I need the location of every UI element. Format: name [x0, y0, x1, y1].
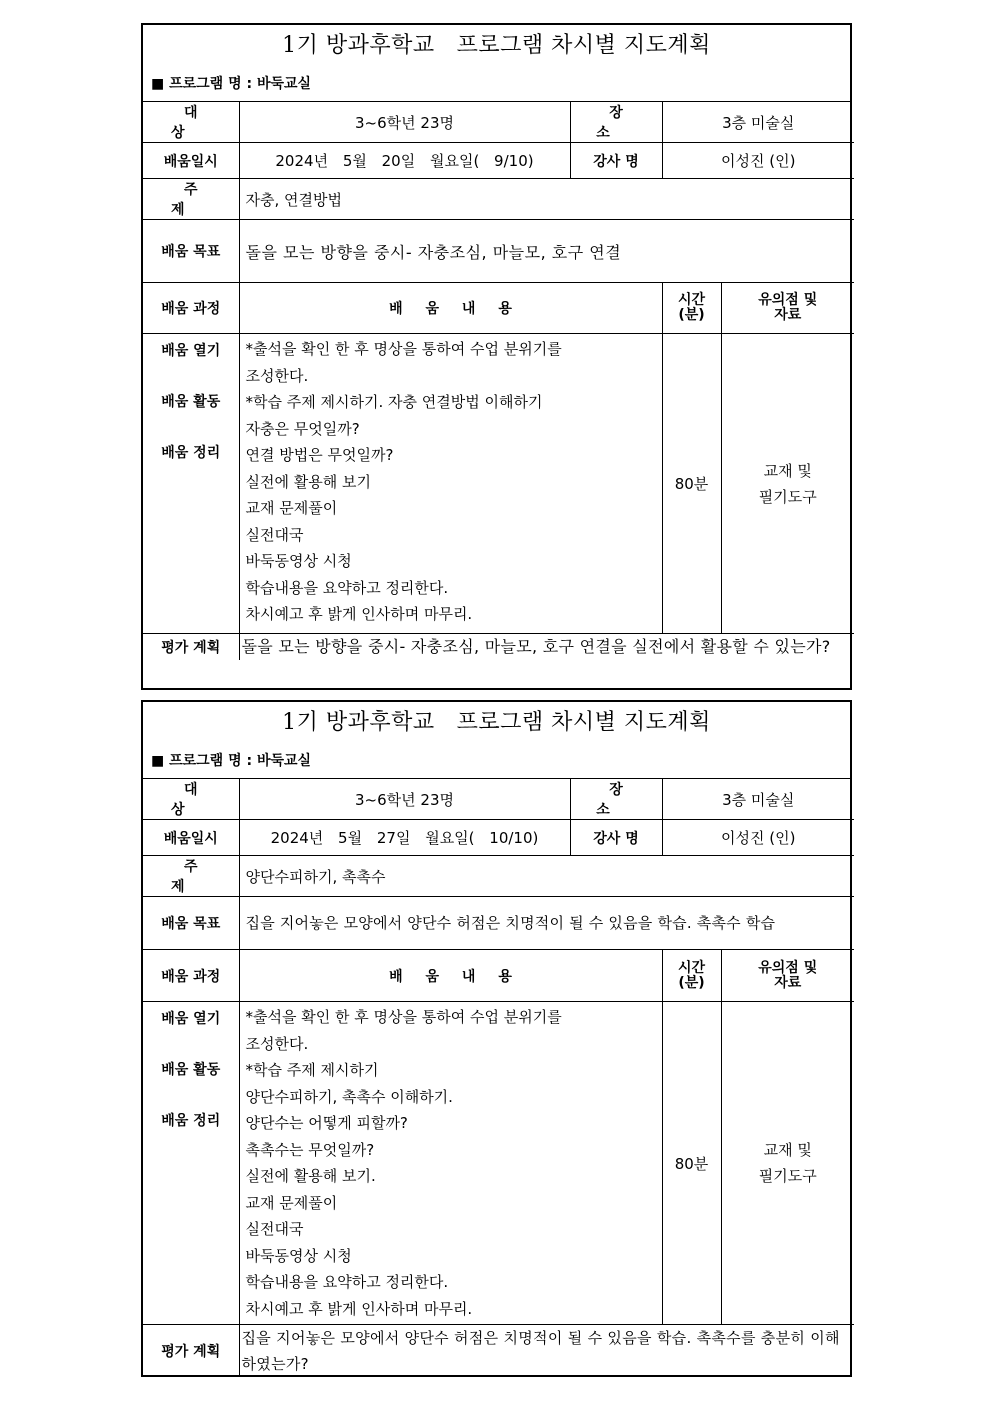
- phase-open: 배움 열기: [161, 343, 221, 359]
- lesson-plan-2: [141, 700, 852, 1377]
- content-line: 양단수피하기, 촉촉수 이해하기.: [245, 1087, 453, 1106]
- time-value: 80분: [662, 1002, 721, 1325]
- date-label: 배움일시: [143, 820, 239, 856]
- content-line: 촉촉수는 무엇일까?: [245, 1140, 375, 1159]
- plan-table: [143, 102, 854, 660]
- lesson-content: [239, 334, 662, 634]
- content-line: 바둑동영상 시청: [245, 1246, 352, 1265]
- content-line: *학습 주제 제시하기: [245, 1061, 379, 1079]
- target-label: 대 상: [143, 779, 239, 820]
- content-line: 차시예고 후 밝게 인사하며 마무리.: [245, 1299, 473, 1318]
- phase-wrapup: 배움 정리: [161, 445, 221, 461]
- notes-header: 유의점 및 자료: [721, 283, 854, 334]
- date-label: 배움일시: [143, 143, 239, 179]
- instructor-label: 강사 명: [570, 820, 662, 856]
- time-value: 80분: [662, 334, 721, 634]
- content-line: 연결 방법은 무엇일까?: [245, 446, 394, 464]
- process-label: 배움 과정: [143, 950, 239, 1002]
- goal-label: 배움 목표: [143, 897, 239, 950]
- notes-header: 유의점 및 자료: [721, 950, 854, 1002]
- content-line: 조성한다.: [245, 366, 309, 385]
- content-line: *출석을 확인 한 후 명상을 통하여 수업 분위기를: [245, 340, 562, 358]
- target-value: 3~6학년 23명: [239, 779, 570, 820]
- target-label: 대 상: [143, 102, 239, 143]
- target-value: 3~6학년 23명: [239, 102, 570, 143]
- content-line: *출석을 확인 한 후 명상을 통하여 수업 분위기를: [245, 1008, 562, 1026]
- eval-label: 평가 계획: [143, 1325, 239, 1378]
- topic-value: 자충, 연결방법: [239, 179, 854, 220]
- eval-label: 평가 계획: [143, 634, 239, 661]
- goal-label: 배움 목표: [143, 220, 239, 283]
- eval-value: 돌을 모는 방향을 중시- 자충조심, 마늘모, 호구 연결을 실전에서 활용할 수 있는가?: [239, 634, 854, 661]
- date-value: 2024년 5월 27일 월요일( 10/10): [239, 820, 570, 856]
- instructor-label: 강사 명: [570, 143, 662, 179]
- phase-open: 배움 열기: [161, 1011, 221, 1027]
- goal-value: 집을 지어놓은 모양에서 양단수 허점은 치명적이 될 수 있음을 학습. 촉촉수 학습: [239, 897, 854, 950]
- phase-activity: 배움 활동: [161, 1062, 221, 1078]
- content-line: *학습 주제 제시하기. 자충 연결방법 이해하기: [245, 393, 543, 411]
- content-label: 배 움 내 용: [239, 283, 662, 334]
- content-line: 바둑동영상 시청: [245, 552, 352, 570]
- place-value: 3층 미술실: [662, 102, 854, 143]
- content-line: 자충은 무엇일까?: [245, 419, 360, 438]
- eval-value: 집을 지어놓은 모양에서 양단수 허점은 치명적이 될 수 있음을 학습. 촉촉수를 충분히 이해하였는가?: [239, 1325, 854, 1378]
- plan-table: [143, 779, 854, 1377]
- content-line: 차시예고 후 밝게 인사하며 마무리.: [245, 605, 473, 623]
- content-line: 조성한다.: [245, 1034, 309, 1053]
- process-label: 배움 과정: [143, 283, 239, 334]
- program-name: ■ 프로그램 명 : 바둑교실: [143, 744, 850, 779]
- content-line: 실전대국: [245, 525, 304, 544]
- content-label: 배 움 내 용: [239, 950, 662, 1002]
- plan-title: 1기 방과후학교 프로그램 차시별 지도계획: [282, 710, 711, 735]
- instructor-value: 이성진 (인): [662, 143, 854, 179]
- content-line: 실전에 활용해 보기.: [245, 1167, 376, 1185]
- materials-value: 교재 및 필기도구: [721, 1002, 854, 1325]
- place-value: 3층 미술실: [662, 779, 854, 820]
- time-header: 시간 (분): [662, 950, 721, 1002]
- date-value: 2024년 5월 20일 월요일( 9/10): [239, 143, 570, 179]
- content-line: 교재 문제풀이: [245, 499, 338, 517]
- phase-activity: 배움 활동: [161, 394, 221, 410]
- phase-column: [143, 334, 239, 634]
- program-name: ■ 프로그램 명 : 바둑교실: [143, 67, 850, 102]
- phase-column: [143, 1002, 239, 1325]
- instructor-value: 이성진 (인): [662, 820, 854, 856]
- place-label: 장 소: [570, 102, 662, 143]
- topic-value: 양단수피하기, 촉촉수: [239, 856, 854, 897]
- lesson-plan-1: [141, 23, 852, 690]
- time-header: 시간 (분): [662, 283, 721, 334]
- content-line: 양단수는 어떻게 피할까?: [245, 1114, 408, 1132]
- plan-title: 1기 방과후학교 프로그램 차시별 지도계획: [282, 33, 711, 58]
- content-line: 실전에 활용해 보기: [245, 472, 371, 491]
- materials-value: 교재 및 필기도구: [721, 334, 854, 634]
- content-line: 교재 문제풀이: [245, 1193, 338, 1212]
- content-line: 실전대국: [245, 1220, 304, 1238]
- place-label: 장 소: [570, 779, 662, 820]
- phase-wrapup: 배움 정리: [161, 1113, 221, 1129]
- content-line: 학습내용을 요약하고 정리한다.: [245, 1273, 449, 1291]
- lesson-content: [239, 1002, 662, 1325]
- topic-label: 주 제: [143, 856, 239, 897]
- goal-value: 돌을 모는 방향을 중시- 자충조심, 마늘모, 호구 연결: [239, 220, 854, 283]
- content-line: 학습내용을 요약하고 정리한다.: [245, 578, 449, 597]
- topic-label: 주 제: [143, 179, 239, 220]
